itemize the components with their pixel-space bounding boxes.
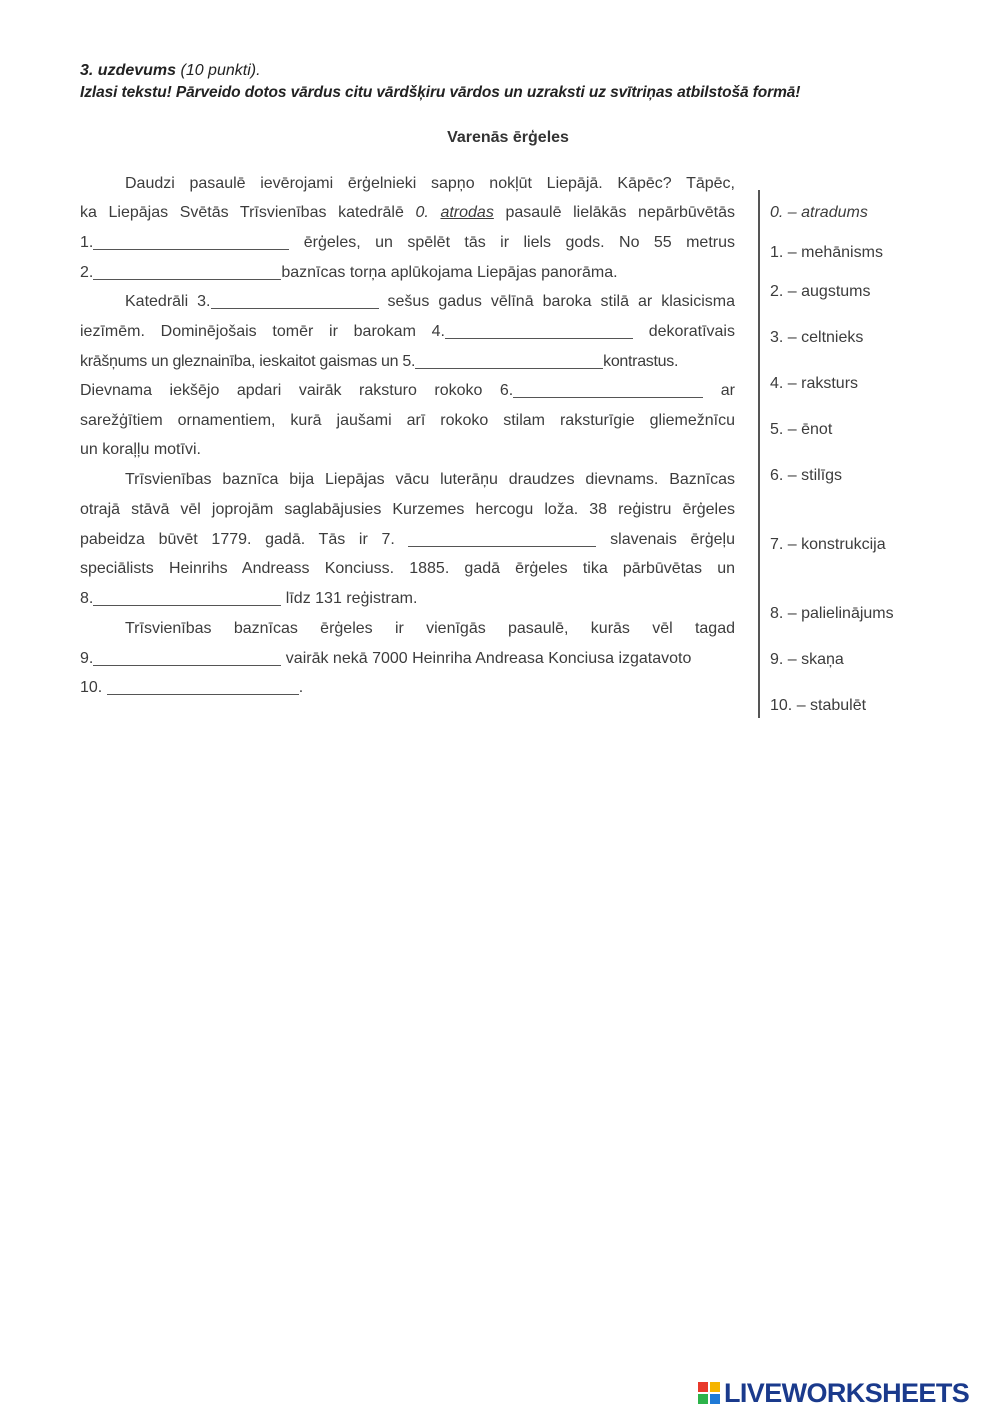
task-heading — [80, 62, 261, 80]
text-fragment: baznīcas torņa aplūkojama Liepājas panorāma. — [281, 264, 618, 281]
text-line-10: un koraļļu motīvi. — [80, 441, 201, 458]
text-fragment: slavenais ērģeļu — [610, 531, 735, 548]
gap-number-1: 1. — [80, 234, 94, 251]
gap-input-5[interactable] — [415, 348, 603, 369]
gap-number-2: 2. — [80, 264, 94, 281]
option-5: 5. – ēnot — [770, 421, 833, 438]
text-line-1: Daudzi pasaulē ievērojami ērģelnieki sapņo nokļūt Liepājā. Kāpēc? Tāpēc, — [125, 175, 735, 192]
text-line-16: Trīsvienības baznīcas ērģeles ir vienīgās pasaulē, kurās vēl tagad — [125, 620, 735, 637]
gap-input-7[interactable] — [408, 526, 596, 547]
text-line-9: sarežģītiem ornamentiem, kurā jaušami arī rokoko stilam raksturīgie gliemežnīcu — [80, 412, 735, 429]
text-line-18 — [80, 673, 735, 703]
gap-input-2[interactable] — [93, 259, 281, 280]
option-7: 7. – konstrukcija — [770, 536, 886, 553]
task-number: 3. uzdevums — [80, 62, 177, 79]
gap-number-3: Katedrāli 3. — [125, 293, 211, 310]
text-line-3 — [80, 228, 735, 258]
text-fragment: ka Liepājas Svētās Trīsvienības katedrālē — [80, 204, 404, 221]
text-line-4 — [80, 258, 735, 288]
text-fragment: sešus gadus vēlīnā baroka stilā ar klasicisma — [387, 293, 736, 310]
gap-input-1[interactable] — [93, 229, 289, 250]
text-fragment: iezīmēm. Dominējošais tomēr ir barokam 4. — [80, 323, 445, 340]
option-4: 4. – raksturs — [770, 375, 859, 392]
task-points: (10 punkti). — [180, 62, 261, 79]
option-6: 6. – stilīgs — [770, 467, 843, 484]
text-line-8 — [80, 376, 735, 406]
text-fragment: Dievnama iekšējo apdari vairāk raksturo rokoko 6. — [80, 382, 514, 399]
text-fragment: . — [298, 679, 304, 696]
logo-cubes-icon — [698, 1382, 720, 1404]
text-fragment: dekoratīvais — [648, 323, 735, 340]
text-line-2 — [80, 198, 735, 228]
option-8: 8. – palielinājums — [770, 605, 894, 622]
option-2: 2. – augstums — [770, 283, 871, 300]
text-line-13 — [80, 525, 735, 555]
task-instruction: Izlasi tekstu! Pārveido dotos vārdus citu vārdšķiru vārdos un uzraksti uz svītriņas atbilstošā formā! — [80, 84, 801, 101]
gap-number-9: 9. — [80, 650, 94, 667]
text-line-14: speciālists Heinrihs Andreass Konciuss. 1885. gadā ērģeles tika pārbūvētas un — [80, 560, 735, 577]
text-line-6 — [80, 317, 735, 347]
text-line-7 — [80, 347, 735, 377]
text-fragment: ar — [720, 382, 735, 399]
option-10: 10. – stabulēt — [770, 697, 867, 714]
text-fragment: ērģeles, un spēlēt tās ir liels gods. No 55 metrus — [303, 234, 735, 251]
text-line-12: otrajā stāvā vēl joprojām saglabājusies Kurzemes hercogu loža. 38 reģistru ērģeles — [80, 501, 735, 518]
gap-number-8: 8. — [80, 590, 94, 607]
gap-input-10[interactable] — [107, 674, 299, 695]
text-fragment: kontrastus. — [603, 353, 679, 370]
text-fragment: pasaulē lielākās nepārbūvētās — [505, 204, 736, 221]
option-9: 9. – skaņa — [770, 651, 844, 668]
text-fragment: līdz 131 reģistram. — [285, 590, 418, 607]
option-0: 0. – atradums — [770, 204, 868, 221]
text-line-17 — [80, 644, 735, 674]
gap-input-9[interactable] — [93, 645, 281, 666]
example-number: 0. — [415, 204, 429, 221]
text-fragment: krāšņums un gleznainība, ieskaitot gaismas un 5. — [80, 353, 416, 370]
gap-input-4[interactable] — [445, 318, 633, 339]
gap-input-6[interactable] — [513, 377, 703, 398]
gap-input-8[interactable] — [93, 585, 281, 606]
gap-input-3[interactable] — [211, 288, 379, 309]
column-divider — [758, 190, 760, 718]
option-3: 3. – celtnieks — [770, 329, 864, 346]
example-answer: atrodas — [440, 204, 494, 221]
gap-number-10: 10. — [80, 679, 103, 696]
liveworksheets-logo — [698, 1378, 969, 1408]
text-fragment: pabeidza būvēt 1779. gadā. Tās ir 7. — [80, 531, 395, 548]
logo-text: LIVEWORKSHEETS — [724, 1377, 970, 1408]
text-title: Varenās ērģeles — [447, 129, 569, 146]
option-1: 1. – mehānisms — [770, 244, 883, 261]
text-fragment: vairāk nekā 7000 Heinriha Andreasa Konciusa izgatavoto — [285, 650, 692, 667]
text-line-5 — [80, 287, 735, 317]
text-line-11: Trīsvienības baznīca bija Liepājas vācu luterāņu draudzes dievnams. Baznīcas — [125, 471, 735, 488]
text-line-15 — [80, 584, 735, 614]
